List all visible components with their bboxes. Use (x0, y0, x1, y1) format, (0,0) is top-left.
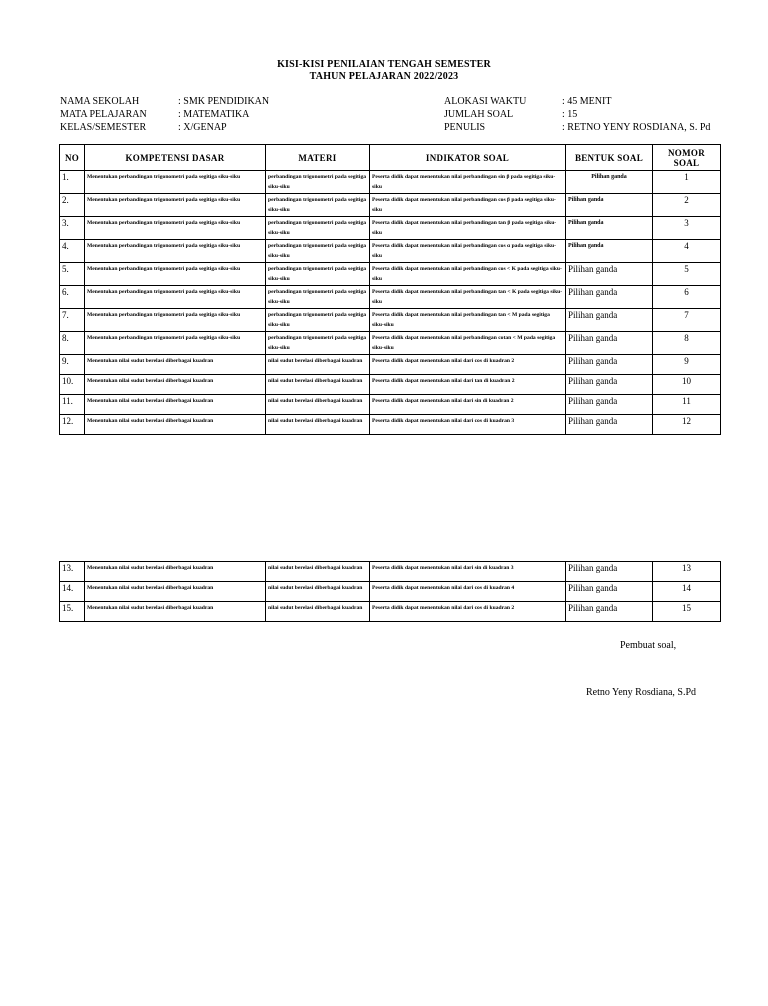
cell-no: 4. (60, 240, 85, 263)
cell-bentuk: Pilihan ganda (566, 602, 653, 622)
table-row (60, 194, 721, 217)
info-value: : X/GENAP (178, 122, 227, 133)
cell-no: 9. (60, 355, 85, 375)
info-label: PENULIS (444, 122, 486, 133)
cell-no: 14. (60, 582, 85, 602)
info-label: JUMLAH SOAL (444, 109, 514, 120)
cell-indikator: Peserta didik dapat menentukan nilai dari cos di kuadran 2 (370, 602, 566, 622)
header-no: NO (60, 145, 85, 171)
cell-kd: Menentukan nilai sudut berelasi diberbagai kuadran (85, 415, 266, 435)
table-row (60, 240, 721, 263)
header-materi: MATERI (266, 145, 370, 171)
cell-nomor: 9 (653, 355, 721, 375)
cell-nomor: 7 (653, 309, 721, 332)
cell-indikator: Peserta didik dapat menentukan nilai dari cos di kuadran 3 (370, 415, 566, 435)
cell-kd: Menentukan perbandingan trigonometri pada segitiga siku-siku (85, 309, 266, 332)
cell-bentuk: Pilihan ganda (566, 171, 653, 194)
cell-nomor: 3 (653, 217, 721, 240)
cell-kd: Menentukan perbandingan trigonometri pada segitiga siku-siku (85, 217, 266, 240)
cell-materi: perbandingan trigonometri pada segitiga siku-siku (266, 332, 370, 355)
info-right (444, 95, 710, 134)
cell-no: 15. (60, 602, 85, 622)
info-row-subject (60, 108, 269, 121)
table-row (60, 263, 721, 286)
cell-nomor: 15 (653, 602, 721, 622)
header-kd: KOMPETENSI DASAR (85, 145, 266, 171)
cell-indikator: Peserta didik dapat menentukan nilai perbandingan cos < K pada segitiga siku-siku (370, 263, 566, 286)
table-row (60, 355, 721, 375)
cell-bentuk: Pilihan ganda (566, 582, 653, 602)
cell-indikator: Peserta didik dapat menentukan nilai perbandingan cos β pada segitiga siku-siku (370, 194, 566, 217)
cell-materi: nilai sudut berelasi diberbagai kuadran (266, 562, 370, 582)
cell-nomor: 12 (653, 415, 721, 435)
cell-indikator: Peserta didik dapat menentukan nilai dari cos di kuadran 4 (370, 582, 566, 602)
cell-kd: Menentukan nilai sudut berelasi diberbagai kuadran (85, 355, 266, 375)
cell-bentuk: Pilihan ganda (566, 395, 653, 415)
header-indikator: INDIKATOR SOAL (370, 145, 566, 171)
cell-kd: Menentukan perbandingan trigonometri pada segitiga siku-siku (85, 194, 266, 217)
signature-label: Pembuat soal, (620, 640, 677, 651)
cell-nomor: 11 (653, 395, 721, 415)
cell-nomor: 2 (653, 194, 721, 217)
table-row (60, 582, 721, 602)
info-value: : RETNO YENY ROSDIANA, S. Pd (562, 122, 711, 133)
table-row (60, 415, 721, 435)
cell-bentuk: Pilihan ganda (566, 332, 653, 355)
cell-indikator: Peserta didik dapat menentukan nilai perbandingan sin β pada segitiga siku-siku (370, 171, 566, 194)
cell-kd: Menentukan nilai sudut berelasi diberbagai kuadran (85, 395, 266, 415)
cell-no: 8. (60, 332, 85, 355)
cell-nomor: 8 (653, 332, 721, 355)
cell-materi: nilai sudut berelasi diberbagai kuadran (266, 375, 370, 395)
info-left (60, 95, 269, 134)
cell-materi: perbandingan trigonometri pada segitiga siku-siku (266, 171, 370, 194)
info-value: : MATEMATIKA (178, 109, 250, 120)
info-label: NAMA SEKOLAH (60, 96, 140, 107)
cell-indikator: Peserta didik dapat menentukan nilai perbandingan tan β pada segitiga siku-siku (370, 217, 566, 240)
info-row-time (444, 95, 710, 108)
info-label: KELAS/SEMESTER (60, 122, 147, 133)
cell-kd: Menentukan perbandingan trigonometri pada segitiga siku-siku (85, 332, 266, 355)
table-row (60, 395, 721, 415)
blueprint-table (59, 144, 721, 435)
cell-no: 11. (60, 395, 85, 415)
blueprint-table-continued (59, 561, 721, 622)
header-nomor: NOMOR SOAL (653, 145, 721, 171)
cell-kd: Menentukan nilai sudut berelasi diberbagai kuadran (85, 602, 266, 622)
cell-no: 10. (60, 375, 85, 395)
cell-indikator: Peserta didik dapat menentukan nilai dari cos di kuadran 2 (370, 355, 566, 375)
cell-bentuk: Pilihan ganda (566, 240, 653, 263)
cell-no: 7. (60, 309, 85, 332)
table-row (60, 332, 721, 355)
info-label: ALOKASI WAKTU (444, 96, 527, 107)
cell-materi: nilai sudut berelasi diberbagai kuadran (266, 355, 370, 375)
info-row-class (60, 121, 269, 134)
cell-bentuk: Pilihan ganda (566, 562, 653, 582)
table-row (60, 171, 721, 194)
cell-indikator: Peserta didik dapat menentukan nilai perbandingan cotan < M pada segitiga siku-siku (370, 332, 566, 355)
cell-indikator: Peserta didik dapat menentukan nilai perbandingan tan < M pada segitiga siku-siku (370, 309, 566, 332)
table-row (60, 286, 721, 309)
signature-name: Retno Yeny Rosdiana, S.Pd (586, 687, 697, 698)
cell-bentuk: Pilihan ganda (566, 217, 653, 240)
cell-kd: Menentukan nilai sudut berelasi diberbagai kuadran (85, 562, 266, 582)
table-row (60, 309, 721, 332)
cell-no: 3. (60, 217, 85, 240)
header-bentuk: BENTUK SOAL (566, 145, 653, 171)
cell-materi: perbandingan trigonometri pada segitiga siku-siku (266, 194, 370, 217)
info-value: : 45 MENIT (562, 96, 612, 107)
cell-materi: perbandingan trigonometri pada segitiga siku-siku (266, 263, 370, 286)
cell-no: 13. (60, 562, 85, 582)
table-row (60, 375, 721, 395)
document-subtitle: TAHUN PELAJARAN 2022/2023 (309, 71, 459, 82)
cell-materi: nilai sudut berelasi diberbagai kuadran (266, 415, 370, 435)
cell-indikator: Peserta didik dapat menentukan nilai dari sin di kuadran 3 (370, 562, 566, 582)
cell-nomor: 5 (653, 263, 721, 286)
cell-nomor: 14 (653, 582, 721, 602)
cell-nomor: 10 (653, 375, 721, 395)
info-row-author (444, 121, 710, 134)
cell-kd: Menentukan perbandingan trigonometri pada segitiga siku-siku (85, 171, 266, 194)
table-row (60, 217, 721, 240)
cell-no: 1. (60, 171, 85, 194)
cell-bentuk: Pilihan ganda (566, 415, 653, 435)
cell-nomor: 6 (653, 286, 721, 309)
cell-bentuk: Pilihan ganda (566, 263, 653, 286)
cell-no: 12. (60, 415, 85, 435)
cell-materi: perbandingan trigonometri pada segitiga siku-siku (266, 309, 370, 332)
table-header (60, 145, 721, 171)
cell-nomor: 1 (653, 171, 721, 194)
cell-bentuk: Pilihan ganda (566, 309, 653, 332)
cell-bentuk: Pilihan ganda (566, 194, 653, 217)
cell-materi: perbandingan trigonometri pada segitiga siku-siku (266, 217, 370, 240)
cell-indikator: Peserta didik dapat menentukan nilai dari sin di kuadran 2 (370, 395, 566, 415)
cell-nomor: 4 (653, 240, 721, 263)
document-title: KISI-KISI PENILAIAN TENGAH SEMESTER (277, 59, 491, 70)
table-row (60, 602, 721, 622)
info-label: MATA PELAJARAN (60, 109, 147, 120)
cell-no: 2. (60, 194, 85, 217)
info-value: : 15 (562, 109, 578, 120)
cell-bentuk: Pilihan ganda (566, 355, 653, 375)
cell-indikator: Peserta didik dapat menentukan nilai perbandingan tan < K pada segitiga siku-siku (370, 286, 566, 309)
cell-no: 6. (60, 286, 85, 309)
cell-kd: Menentukan nilai sudut berelasi diberbagai kuadran (85, 582, 266, 602)
cell-materi: perbandingan trigonometri pada segitiga siku-siku (266, 286, 370, 309)
cell-indikator: Peserta didik dapat menentukan nilai perbandingan cos α pada segitiga siku-siku (370, 240, 566, 263)
table-row (60, 562, 721, 582)
cell-no: 5. (60, 263, 85, 286)
info-row-count (444, 108, 710, 121)
cell-materi: nilai sudut berelasi diberbagai kuadran (266, 582, 370, 602)
cell-nomor: 13 (653, 562, 721, 582)
cell-bentuk: Pilihan ganda (566, 286, 653, 309)
cell-kd: Menentukan perbandingan trigonometri pada segitiga siku-siku (85, 240, 266, 263)
cell-kd: Menentukan nilai sudut berelasi diberbagai kuadran (85, 375, 266, 395)
cell-bentuk: Pilihan ganda (566, 375, 653, 395)
info-row-school (60, 95, 269, 108)
cell-indikator: Peserta didik dapat menentukan nilai dari tan di kuadran 2 (370, 375, 566, 395)
cell-materi: nilai sudut berelasi diberbagai kuadran (266, 602, 370, 622)
cell-materi: perbandingan trigonometri pada segitiga siku-siku (266, 240, 370, 263)
cell-kd: Menentukan perbandingan trigonometri pada segitiga siku-siku (85, 286, 266, 309)
cell-kd: Menentukan perbandingan trigonometri pada segitiga siku-siku (85, 263, 266, 286)
cell-materi: nilai sudut berelasi diberbagai kuadran (266, 395, 370, 415)
info-value: : SMK PENDIDIKAN (178, 96, 270, 107)
